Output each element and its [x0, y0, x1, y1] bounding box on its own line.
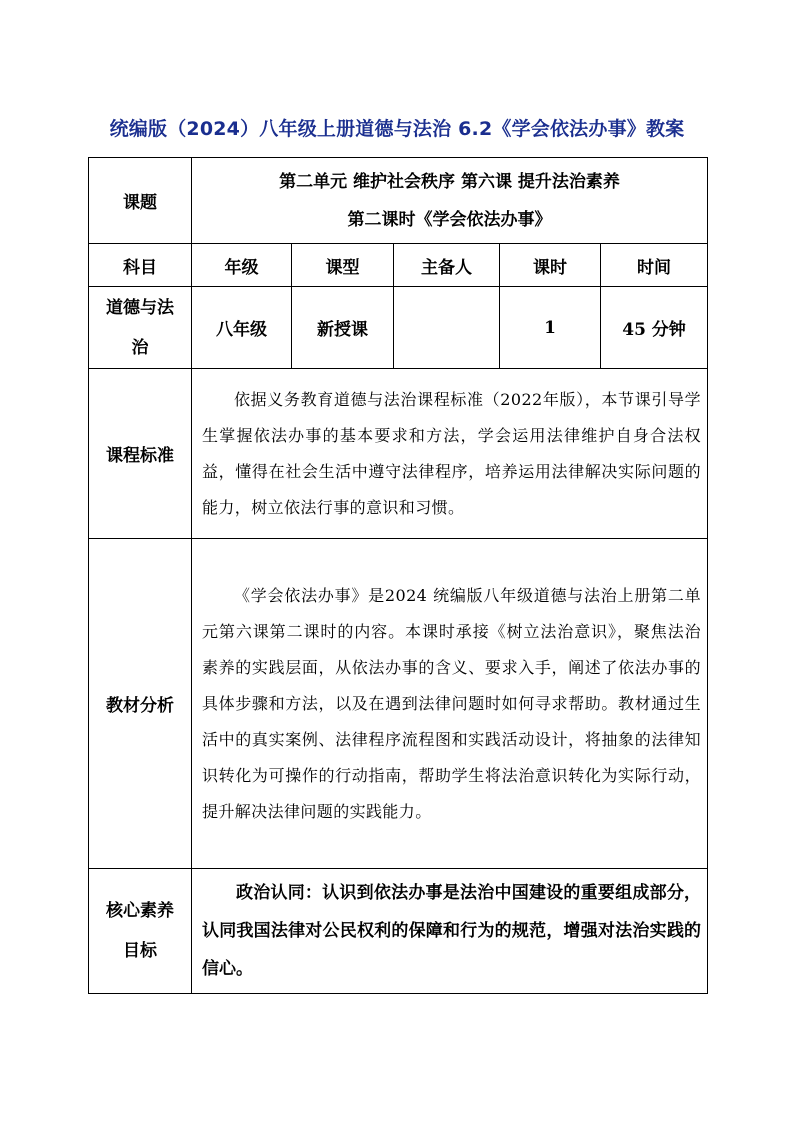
- header-type: 课型: [292, 244, 394, 287]
- info-type: 新授课: [292, 287, 394, 369]
- info-periods: 1: [500, 287, 601, 369]
- standards-label: 课程标准: [89, 369, 192, 539]
- analysis-label: 教材分析: [89, 539, 192, 869]
- info-subject: [89, 287, 192, 369]
- standards-cell: [192, 369, 708, 539]
- goals-label-line-1: 核心素养: [106, 901, 174, 921]
- info-row: [89, 287, 708, 369]
- goals-cell: [192, 869, 708, 994]
- topic-line-1: 第二单元 维护社会秩序 第六课 提升法治素养: [279, 171, 620, 192]
- header-grade: 年级: [192, 244, 292, 287]
- lesson-plan-table: [88, 157, 708, 994]
- header-time: 时间: [601, 244, 708, 287]
- analysis-row: [89, 539, 708, 869]
- header-subject: 科目: [89, 244, 192, 287]
- document-title: 统编版（2024）八年级上册道德与法治 6.2《学会依法办事》教案: [109, 118, 685, 140]
- info-subject-line-2: 治: [131, 337, 149, 358]
- topic-line-2: 第二课时《学会依法办事》: [347, 209, 552, 230]
- header-preparer: 主备人: [394, 244, 500, 287]
- goals-label: [89, 869, 192, 994]
- goals-label-line-2: 目标: [123, 941, 157, 961]
- standards-text: 依据义务教育道德与法治课程标准（2022年版），本节课引导学生掌握依法办事的基本要求和方法，学会运用法律维护自身合法权益，懂得在社会生活中遵守法律程序，培养运用法律解决实际问题的能力，树立依法行事的意识和习惯。: [202, 389, 702, 517]
- analysis-text: 《学会依法办事》是2024 统编版八年级道德与法治上册第二单元第六课第二课时的内容。本课时承接《树立法治意识》，聚焦法治素养的实践层面，从依法办事的含义、要求入手，阐述了依法办事的具体步骤和方法，以及在遇到法律问题时如何寻求帮助。教材通过生活中的真实案例、法律程序流程图和实践活动设计，将抽象的法律知识转化为可操作的行动指南，帮助学生将法治意识转化为实际行动，提升解决法律问题的实践能力。: [202, 585, 702, 821]
- goals-text: 政治认同：认识到依法办事是法治中国建设的重要组成部分，认同我国法律对公民权利的保障和行为的规范，增强对法治实践的信心。: [202, 883, 702, 979]
- info-grade: 八年级: [192, 287, 292, 369]
- topic-label: 课题: [89, 158, 192, 244]
- topic-cell: [192, 158, 708, 244]
- header-periods: 课时: [500, 244, 601, 287]
- header-row: [89, 244, 708, 287]
- info-subject-line-1: 道德与法: [106, 297, 174, 318]
- topic-row: [89, 158, 708, 244]
- goals-row: [89, 869, 708, 994]
- info-time: 45 分钟: [601, 287, 708, 369]
- info-preparer: [394, 287, 500, 369]
- analysis-cell: [192, 539, 708, 869]
- standards-row: [89, 369, 708, 539]
